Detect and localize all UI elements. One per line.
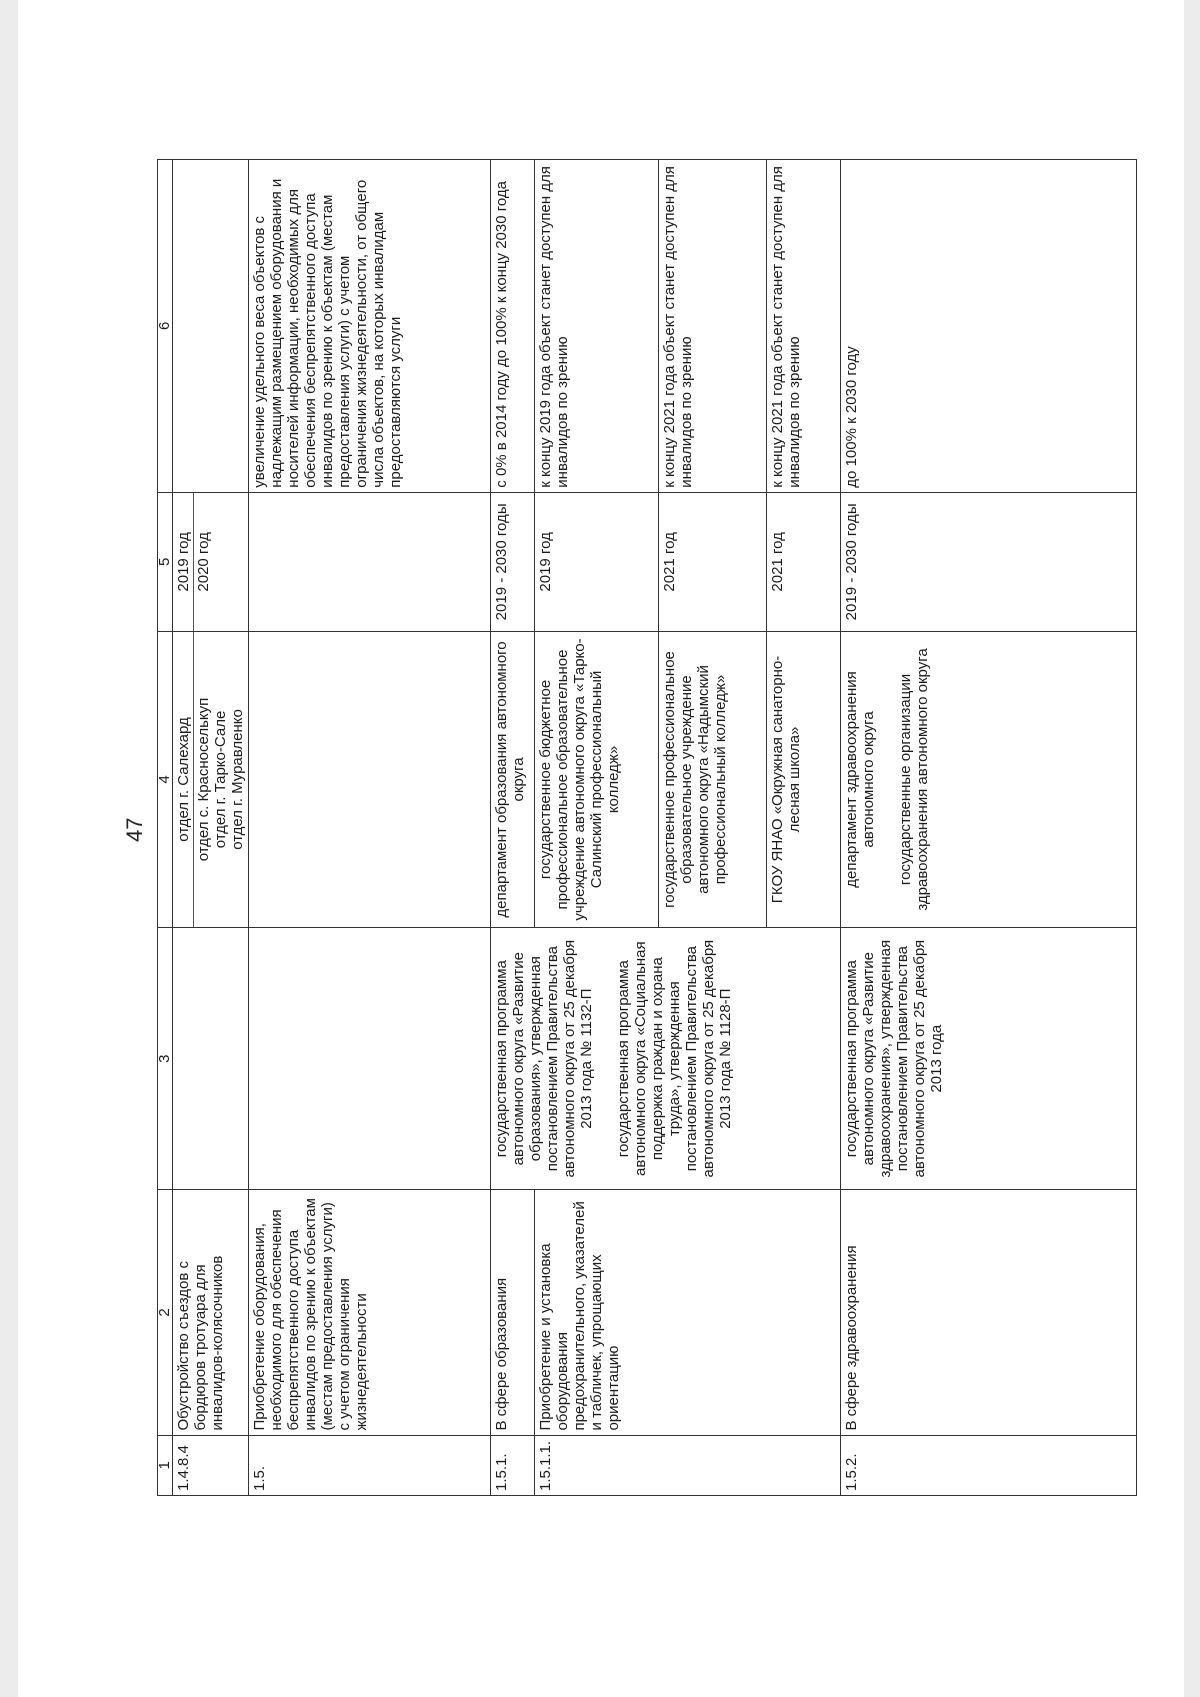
result-cell: увеличение удельного веса объектов с надлежащим размещением оборудования и носителей информации, необходимых для обеспечения беспрепятственного доступа инвалидов по зрению к объектам (местам предоставления услуги) с учетом ограничения жизнедеятельности, от общего числа объектов, на которых инвалидам предоставляются услуги [249,160,491,493]
table-header-row [158,160,173,1496]
term-line: 2019 год [175,532,192,592]
table-row [249,160,491,1496]
header-cell: 4 [158,632,173,928]
executor-cell: государственное профессиональное образовательное учреждение автономного округа «Надымский профессиональный колледж» [659,632,767,928]
executor-line: отдел г. Салехард [175,717,192,842]
result-cell [173,160,249,493]
program-cell [249,927,491,1189]
term-line: 2020 год [193,493,212,631]
term-cell [173,492,249,631]
row-number: 1.5.2. [841,1435,1137,1495]
result-cell: до 100% к 2030 году [841,160,1137,493]
header-cell: 1 [158,1435,173,1495]
executor-line: департамент здравоохранения автономного округа [843,671,877,888]
program-text: государственная программа автономного округа «Социальная поддержка граждан и охрана труда», утвержденная постановлением Правительства автономного округа от 25 декабря 2013 года № 1128-П [615,939,734,1178]
executor-cell: государственное бюджетное профессиональное образовательное учреждение автономного округа «Тарко-Салинский профессиональный колледж» [535,632,659,928]
executor-cell [173,632,249,928]
document-page [18,0,1184,1697]
measure-name: Приобретение и установка оборудования предохранительного, указателей и табличек, упрощающих ориентацию [535,1190,841,1435]
term-cell [249,492,491,631]
table-row [535,160,659,1496]
header-cell: 6 [158,160,173,493]
executor-line: отдел с. Красноселькуп [193,632,212,927]
term-cell: 2019 год [535,492,659,631]
page-number: 47 [122,817,147,842]
header-cell: 5 [158,492,173,631]
result-cell: к концу 2021 года объект станет доступен для инвалидов по зрению [659,160,767,493]
table-row [173,160,249,1496]
term-cell: 2019 - 2030 годы [841,492,1137,631]
executor-line: государственные организации здравоохранения автономного округа [897,648,931,911]
rotated-table-wrapper [157,159,1137,1496]
executor-line: отдел г. Муравленко [229,709,246,850]
measures-table [157,159,1137,1496]
term-cell: 2019 - 2030 годы [491,492,535,631]
measure-name: Приобретение оборудования, необходимого для обеспечения беспрепятственного доступа инвалидов по зрению к объектам (местам предоставления услуги) с учетом ограничения жизнедеятельности [249,1190,491,1435]
result-cell: к концу 2021 года объект станет доступен для инвалидов по зрению [767,160,841,493]
result-cell: с 0% в 2014 году до 100% к концу 2030 года [491,160,535,493]
executor-cell: департамент образования автономного округа [491,632,535,928]
executor-cell [249,632,491,928]
table-row [491,160,535,1496]
result-cell: к концу 2019 года объект станет доступен для инвалидов по зрению [535,160,659,493]
program-cell: государственная программа автономного округа «Развитие здравоохранения», утвержденная постановлением Правительства автономного округа от 25 декабря 2013 года [841,927,1137,1189]
program-cell [491,927,841,1189]
term-cell: 2021 год [767,492,841,631]
header-cell: 3 [158,927,173,1189]
measure-name: Обустройство съездов с бордюров тротуара для инвалидов-колясочников [173,1190,249,1435]
executor-line: отдел г. Тарко-Сале [212,710,229,849]
program-cell [173,927,249,1189]
measure-name: В сфере образования [491,1190,535,1435]
header-cell: 2 [158,1190,173,1435]
row-number: 1.5. [249,1435,491,1495]
executor-cell [841,632,1137,928]
table-row [841,160,1137,1496]
measure-name: В сфере здравоохранения [841,1190,1137,1435]
program-text: государственная программа автономного округа «Развитие образования», утвержденная постановлением Правительства автономного округа от 25 декабря 2013 года № 1132-П [493,939,595,1178]
executor-cell: ГКОУ ЯНАО «Окружная санаторно-лесная школа» [767,632,841,928]
row-number: 1.4.8.4 [173,1435,249,1495]
row-number: 1.5.1.1. [535,1435,841,1495]
term-cell: 2021 год [659,492,767,631]
row-number: 1.5.1. [491,1435,535,1495]
